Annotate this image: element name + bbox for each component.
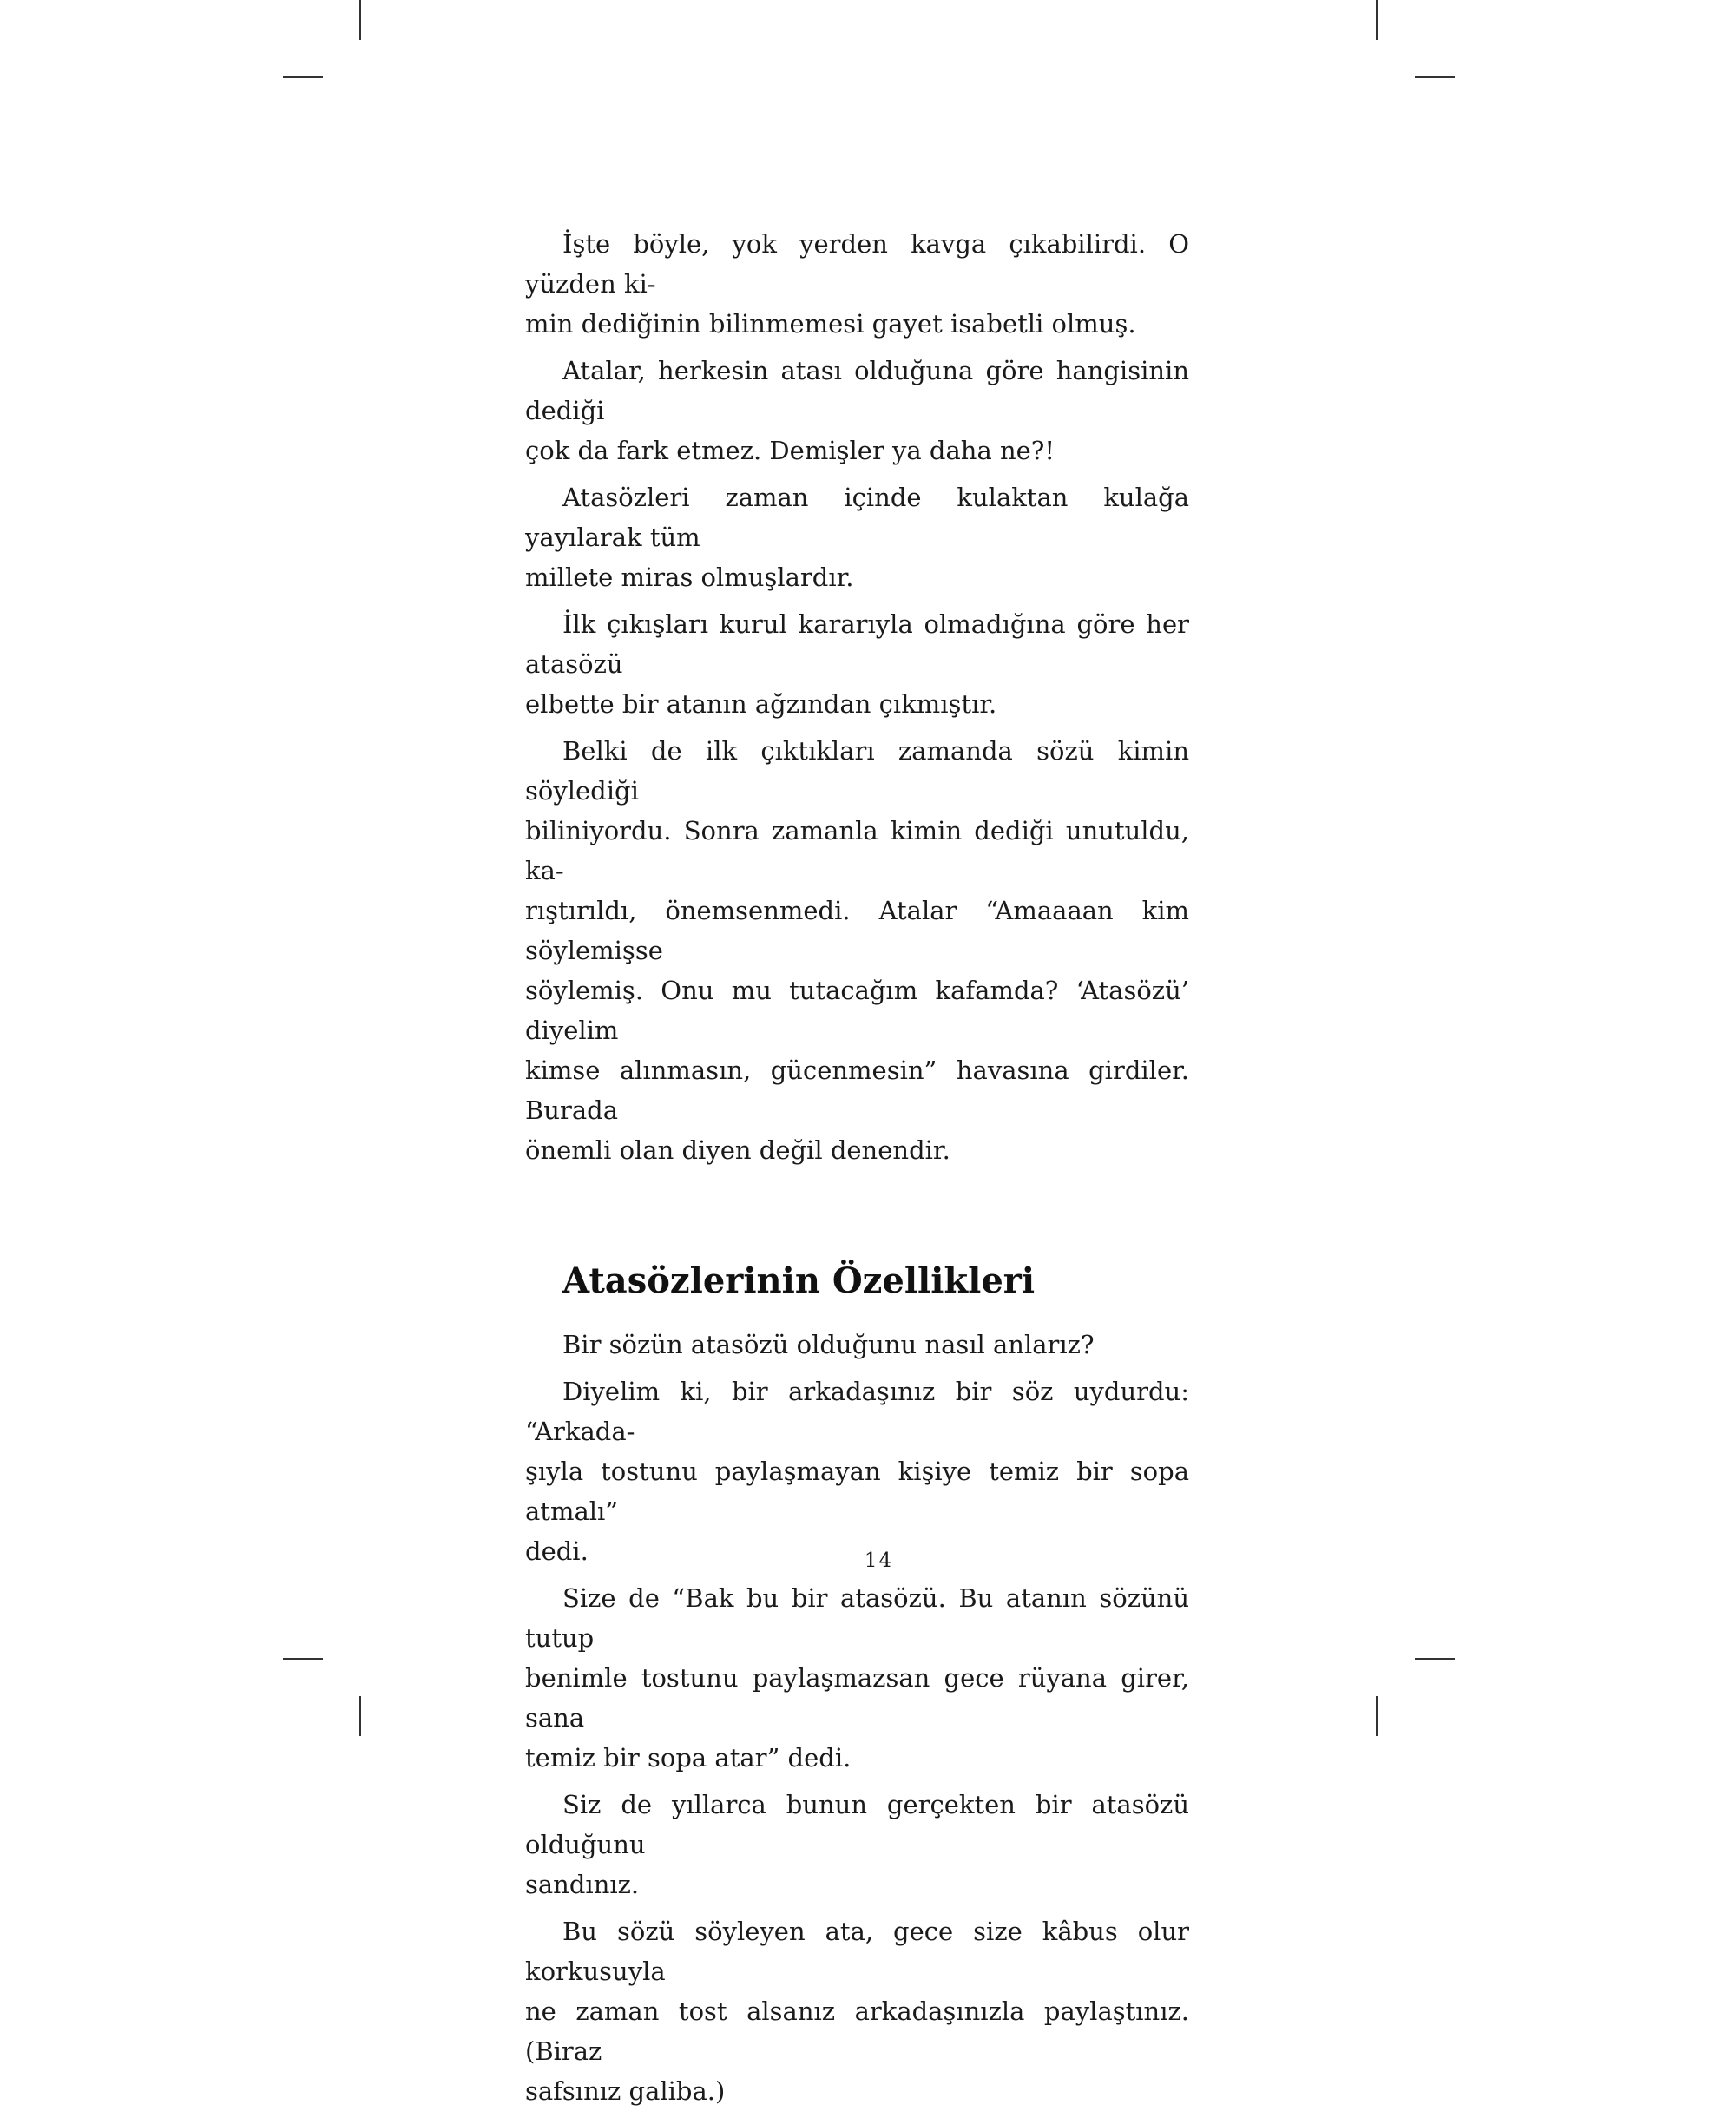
crop-mark-bottom-left-horizontal [283, 1658, 323, 1660]
paragraph: Siz de yıllarca bunun gerçekten bir atasözü olduğunu sandınız. [525, 1790, 1189, 1899]
crop-mark-top-right-vertical [1376, 0, 1378, 40]
page-body [525, 224, 1189, 2118]
crop-mark-top-left-vertical [359, 0, 361, 40]
paragraph: Size de “Bak bu bir atasözü. Bu atanın sözünü tutup benimle tostunu paylaşmazsan gece rüyana girer, sana temiz bir sopa atar” dedi. [525, 1583, 1189, 1773]
paragraph: Atasözleri zaman içinde kulaktan kulağa yayılarak tüm millete miras olmuşlardır. [525, 483, 1189, 592]
crop-mark-top-left-horizontal [283, 76, 323, 78]
paragraph: Bir sözün atasözü olduğunu nasıl anlarız? [562, 1330, 1095, 1359]
crop-mark-bottom-left-vertical [359, 1696, 361, 1736]
paragraph: İşte böyle, yok yerden kavga çıkabilirdi. O yüzden ki- min dediğinin bilinmemesi gayet isabetli olmuş. [525, 229, 1189, 339]
crop-mark-bottom-right-vertical [1376, 1696, 1378, 1736]
paragraph: Belki de ilk çıktıkları zamanda sözü kimin söylediği biliniyordu. Sonra zamanla kimin dediği unutuldu, ka- rıştırıldı, önemsenmedi. Atalar “Amaaaan kim söylemişse söylemiş. Onu mu tutacağım kafamda? ‘Atasözü’ diyelim kimse alınmasın, gücenmesin” havasına girdiler. Burada önemli olan diyen değil denendir. [525, 736, 1189, 1165]
page-number: 14 [864, 1549, 894, 1572]
crop-mark-bottom-right-horizontal [1415, 1658, 1455, 1660]
crop-mark-top-right-horizontal [1415, 76, 1455, 78]
section-heading: Atasözlerinin Özellikleri [562, 1260, 1036, 1301]
paragraph: İlk çıkışları kurul kararıyla olmadığına göre her atasözü elbette bir atanın ağzından çıkmıştır. [525, 609, 1189, 719]
paragraph: Atalar, herkesin atası olduğuna göre hangisinin dediği çok da fark etmez. Demişler ya daha ne?! [525, 356, 1189, 465]
paragraph: Diyelim ki, bir arkadaşınız bir söz uydurdu: “Arkada- şıyla tostunu paylaşmayan kişiye temiz bir sopa atmalı” dedi. [525, 1377, 1189, 1566]
paragraph: Bu sözü söyleyen ata, gece size kâbus olur korkusuyla ne zaman tost alsanız arkadaşınızla paylaştınız. (Biraz safsınız galiba.) [525, 1917, 1189, 2106]
